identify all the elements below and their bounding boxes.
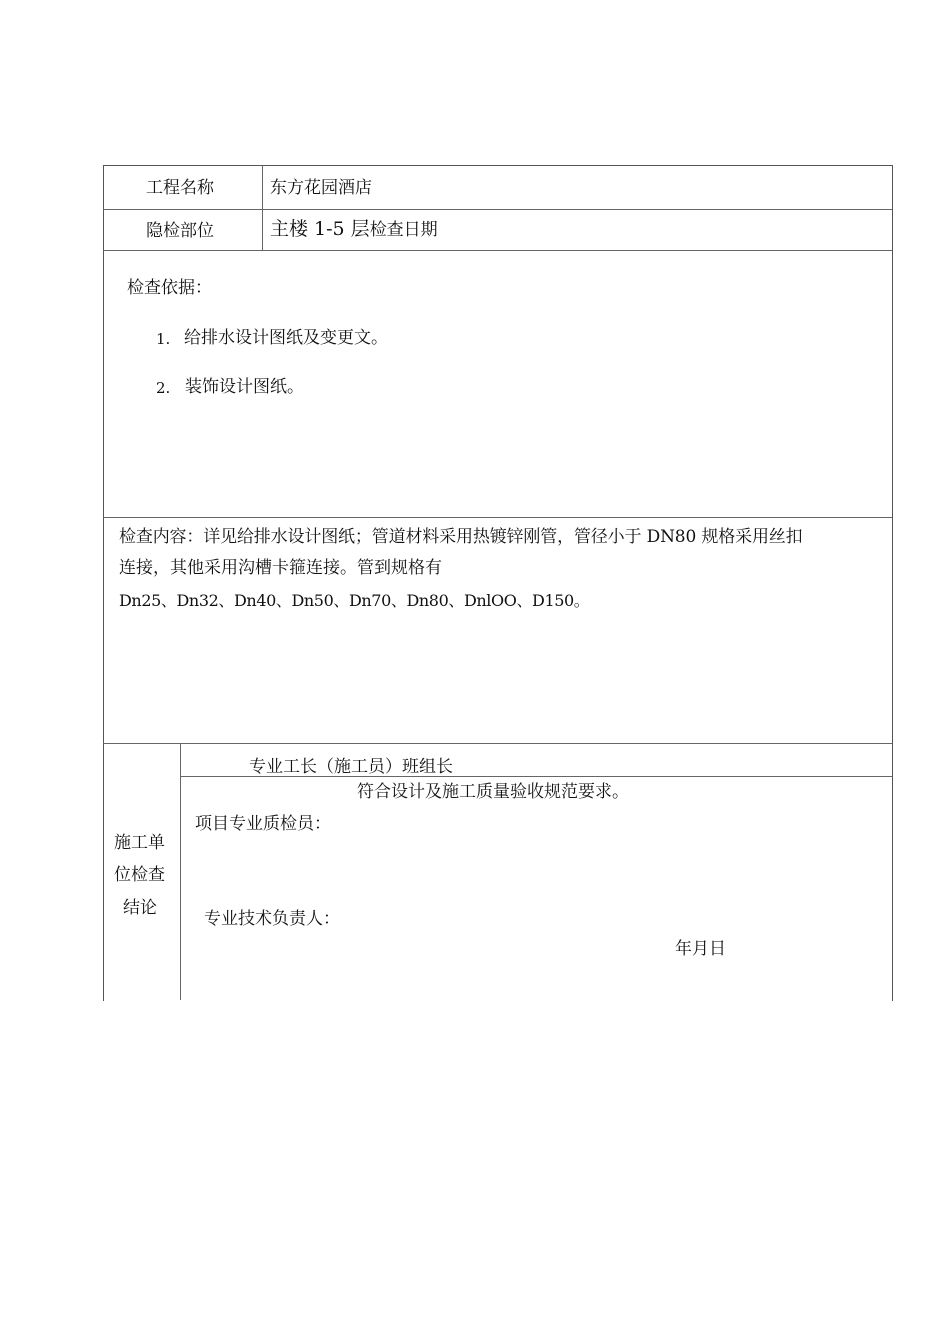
basis-item-number: 1. [156,330,171,348]
basis-title: 检查依据： [127,278,212,298]
pipe-spec-list: Dn25、Dn32、Dn40、Dn50、Dn70、Dn80、DnlOO、D150。 [119,591,590,610]
inspection-location-label: 隐检部位 [146,221,214,241]
check-date-label: 检查日期 [369,220,438,240]
basis-item-text: 给排水设计图纸及变更文。 [184,328,388,348]
signers-row: 专业工长（施工员）班组长 [249,757,453,777]
conclusion-side-label: 施工单 [114,833,165,853]
basis-item-text: 装饰设计图纸。 [185,377,304,397]
basis-item-number: 2. [156,379,171,397]
inspection-location-cell [270,218,438,241]
conclusion-side-label: 位检查 [114,865,165,885]
signature-date: 年月日 [675,939,726,959]
row-divider [103,250,892,251]
conclusion-side-label: 结论 [123,898,157,918]
conclusion-statement: 符合设计及施工质量验收规范要求。 [357,782,629,802]
inspection-location-value: 主楼 1-5 层 [270,218,370,240]
project-name-label: 工程名称 [146,178,214,198]
project-name-value: 东方花园酒店 [270,178,372,198]
quality-inspector-label: 项目专业质检员： [195,814,331,834]
technical-lead-label: 专业技术负责人： [204,909,340,929]
content-line: 连接，其他采用沟槽卡箍连接。管到规格有 [119,558,442,578]
column-divider [180,743,181,1000]
row-divider [103,209,892,210]
row-divider [103,743,892,744]
row-divider [103,517,892,518]
form-table-border [103,165,893,1001]
column-divider [262,165,263,251]
content-line: 检查内容：详见给排水设计图纸；管道材料采用热镀锌刚管，管径小于 DN80 规格采用丝扣 [119,527,803,547]
